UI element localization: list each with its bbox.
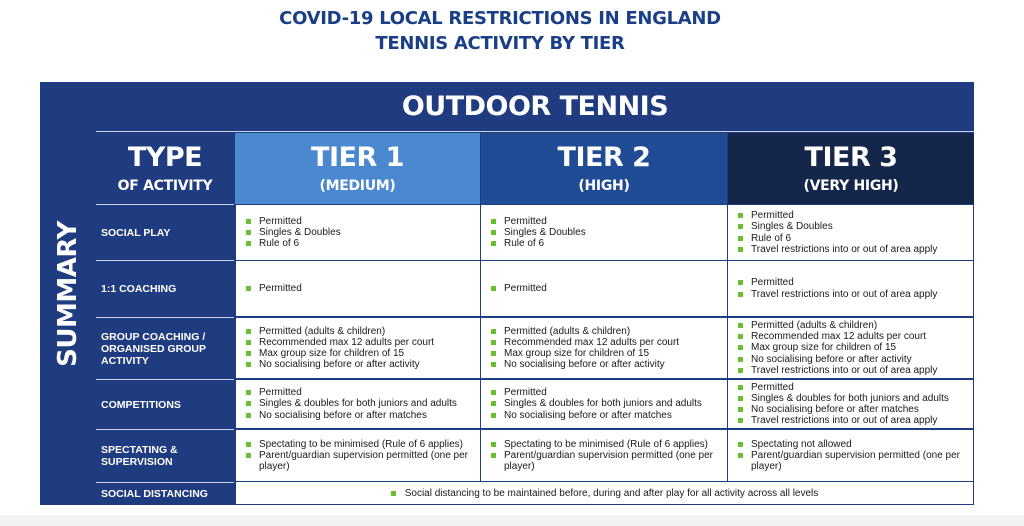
bullet-list: [246, 387, 457, 421]
bullet-icon: [391, 491, 396, 496]
tier-3-name: TIER 3: [804, 141, 898, 173]
row-label-group-coaching: GROUP COACHING / ORGANISED GROUP ACTIVITY: [96, 317, 234, 379]
bullet-list: [491, 283, 547, 294]
list-item: Travel restrictions into or out of area apply: [738, 415, 949, 426]
list-item: Singles & Doubles: [738, 221, 937, 232]
cell-competitions-tier-3: [728, 380, 973, 428]
list-item: Singles & doubles for both juniors and adults: [246, 398, 457, 409]
list-item: Singles & doubles for both juniors and adults: [738, 393, 949, 404]
row-label-spectating: SPECTATING & SUPERVISION: [96, 429, 234, 482]
list-item: Parent/guardian supervision permitted (one per player): [246, 450, 474, 472]
list-item: Rule of 6: [491, 238, 586, 249]
summary-side-panel: [40, 82, 96, 505]
list-item: Travel restrictions into or out of area apply: [738, 289, 937, 300]
list-item: Spectating to be minimised (Rule of 6 applies): [246, 439, 474, 450]
list-item: Recommended max 12 adults per court: [491, 337, 679, 348]
list-item: Permitted: [246, 216, 341, 227]
tier-3-level: (VERY HIGH): [803, 177, 899, 194]
list-item: Travel restrictions into or out of area apply: [738, 365, 937, 376]
bullet-list: [491, 439, 721, 473]
list-item: No socialising before or after matches: [491, 410, 702, 421]
list-item: Singles & Doubles: [246, 227, 341, 238]
list-item: Max group size for children of 15: [491, 348, 679, 359]
bullet-list: [738, 382, 949, 427]
cell-group-coaching-tier-1: [236, 318, 480, 378]
list-item: No socialising before or after activity: [738, 354, 937, 365]
cell-group-coaching-tier-2: [481, 318, 727, 378]
cell-social-distancing: [236, 482, 973, 504]
list-item: No socialising before or after activity: [491, 359, 679, 370]
cell-social-play-tier-1: [236, 205, 480, 260]
list-item: Permitted: [738, 382, 949, 393]
list-item: Permitted (adults & children): [738, 320, 937, 331]
list-item: Parent/guardian supervision permitted (one per player): [738, 450, 967, 472]
restrictions-table: [40, 82, 974, 505]
page-bottom-band: [0, 515, 1024, 526]
list-item: Permitted: [738, 210, 937, 221]
of-activity-heading: OF ACTIVITY: [117, 177, 213, 194]
cell-coaching-tier-3: [728, 261, 973, 316]
list-item: No socialising before or after matches: [738, 404, 949, 415]
list-item: Singles & doubles for both juniors and adults: [491, 398, 702, 409]
bullet-list: [491, 387, 702, 421]
tier-1-level: (MEDIUM): [319, 177, 396, 194]
list-item: Parent/guardian supervision permitted (one per player): [491, 450, 721, 472]
title-line-2: TENNIS ACTIVITY BY TIER: [375, 33, 625, 54]
list-item: Spectating not allowed: [738, 439, 967, 450]
bullet-list: [738, 439, 967, 473]
row-label-social-distancing: SOCIAL DISTANCING: [96, 482, 234, 505]
list-item: Permitted: [246, 283, 302, 294]
bullet-list: [738, 210, 937, 255]
type-of-activity-header: [96, 133, 234, 204]
cell-spectating-tier-2: [481, 430, 727, 481]
cell-social-play-tier-2: [481, 205, 727, 260]
cell-social-play-tier-3: [728, 205, 973, 260]
bullet-list: [738, 320, 937, 376]
outdoor-tennis-header: OUTDOOR TENNIS: [96, 82, 974, 132]
list-item: Rule of 6: [738, 233, 937, 244]
bullet-list: [246, 283, 302, 294]
list-item: Max group size for children of 15: [738, 342, 937, 353]
title-line-1: COVID-19 LOCAL RESTRICTIONS IN ENGLAND: [279, 8, 721, 29]
list-item: Permitted: [246, 387, 457, 398]
row-label-coaching: 1:1 COACHING: [96, 260, 234, 317]
list-item: Permitted (adults & children): [491, 326, 679, 337]
summary-label: SUMMARY: [53, 220, 84, 367]
list-item: No socialising before or after matches: [246, 410, 457, 421]
bullet-list: [246, 326, 434, 371]
cell-competitions-tier-1: [236, 380, 480, 428]
cell-coaching-tier-2: [481, 261, 727, 316]
list-item: Singles & Doubles: [491, 227, 586, 238]
tier-2-name: TIER 2: [557, 141, 651, 173]
row-label-social-play: SOCIAL PLAY: [96, 204, 234, 260]
cell-spectating-tier-3: [728, 430, 973, 481]
list-item: Permitted (adults & children): [246, 326, 434, 337]
list-item: Permitted: [738, 277, 937, 288]
bullet-list: [491, 326, 679, 371]
bullet-list: [491, 216, 586, 250]
list-item: No socialising before or after activity: [246, 359, 434, 370]
list-item: Recommended max 12 adults per court: [246, 337, 434, 348]
cell-coaching-tier-1: [236, 261, 480, 316]
tier-1-header: [235, 133, 480, 204]
list-item: Rule of 6: [246, 238, 341, 249]
document-title: [0, 6, 1000, 56]
social-distancing-text: Social distancing to be maintained before, during and after play for all activity across all levels: [404, 487, 819, 499]
tier-3-header: [728, 133, 974, 204]
bullet-list: [246, 439, 474, 473]
list-item: Recommended max 12 adults per court: [738, 331, 937, 342]
tier-2-level: (HIGH): [578, 177, 630, 194]
bullet-list: [246, 216, 341, 250]
cell-competitions-tier-2: [481, 380, 727, 428]
cell-spectating-tier-1: [236, 430, 480, 481]
list-item: Max group size for children of 15: [246, 348, 434, 359]
cell-group-coaching-tier-3: [728, 318, 973, 378]
bullet-list: [738, 277, 937, 299]
row-label-competitions: COMPETITIONS: [96, 379, 234, 429]
list-item: Permitted: [491, 387, 702, 398]
list-item: Travel restrictions into or out of area apply: [738, 244, 937, 255]
list-item: Permitted: [491, 283, 547, 294]
list-item: Permitted: [491, 216, 586, 227]
list-item: Spectating to be minimised (Rule of 6 applies): [491, 439, 721, 450]
tier-2-header: [481, 133, 727, 204]
type-heading: TYPE: [127, 141, 203, 173]
tier-1-name: TIER 1: [311, 141, 404, 173]
